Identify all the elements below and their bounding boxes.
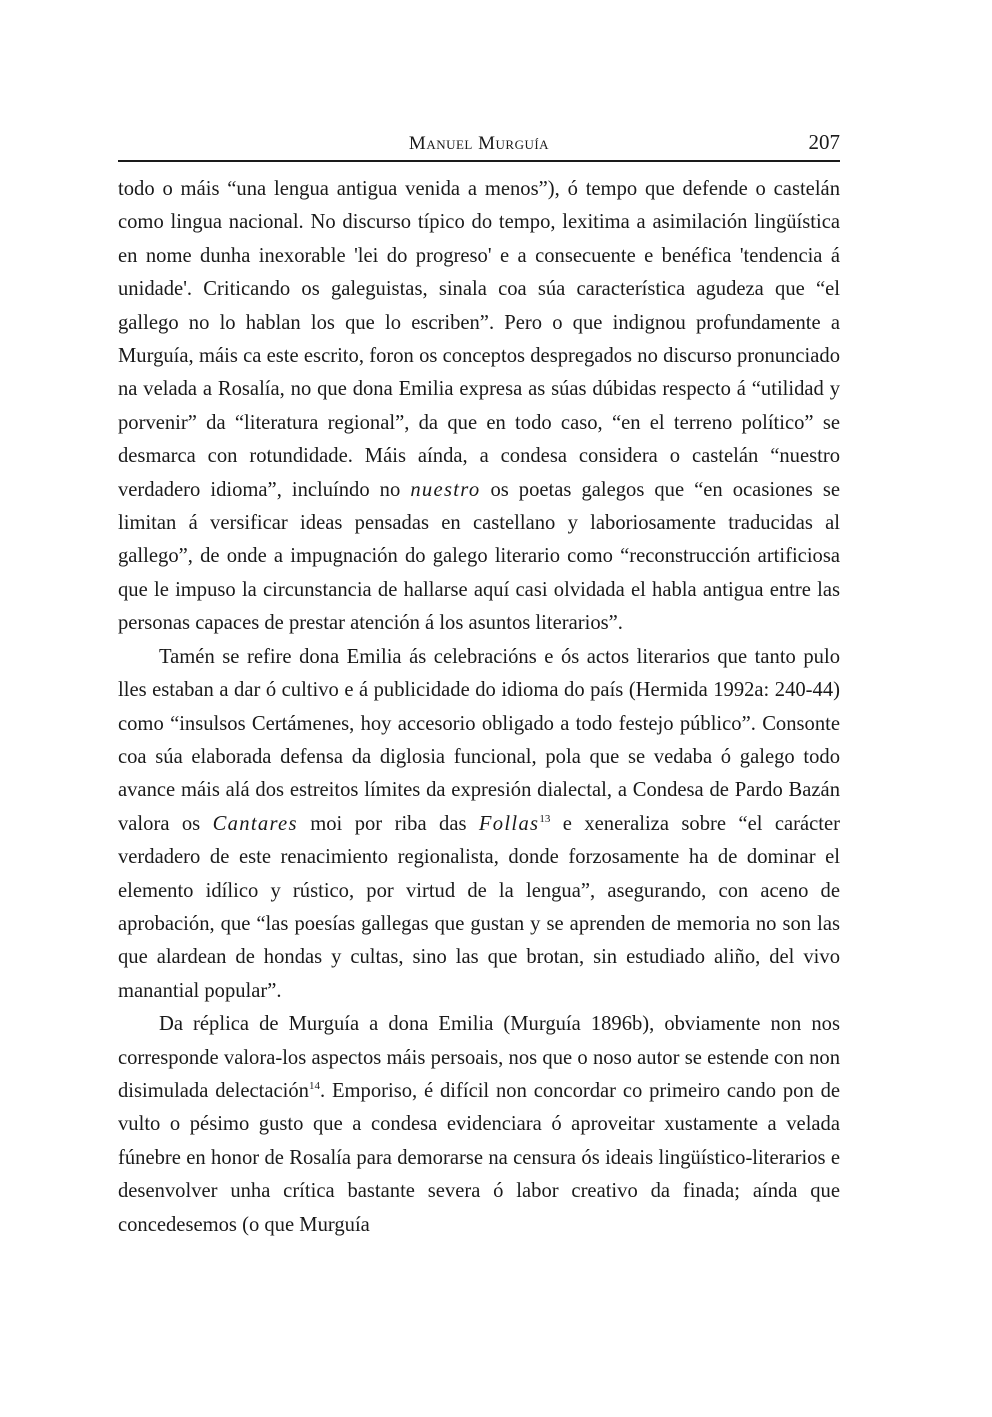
text-run: e xeneraliza sobre “el carácter verdadero de este renacimiento regionalista, donde forzosamente ha de dominar el elemento idílico y rústico, por virtud de la lengua”, asegurando, con aceno de aprobación, que “las poesías gallegas que gustan y se aprenden de memoria no son las que alardean de hondas y cultas, sino las que brotan, sin estudiado aliño, del vivo manantial popular”. <box>118 812 841 1002</box>
text-run: Tamén se refire dona Emilia ás celebracións e ós actos literarios que tanto pulo lles estaban a dar ó cultivo e á publicidade do idioma do país (Hermida 1992a: 240-44) como “insulsos Certámenes, hoy accesorio obligado a todo festejo público”. Consonte coa súa elaborada defensa da diglosia funcional, pola que se vedaba ó galego todo avance máis alá dos estreitos límites da expresión dialectal, a Condesa de Pardo Bazán valora os <box>118 645 840 835</box>
paragraph-3 <box>118 1008 840 1242</box>
footnote-marker-13: 13 <box>539 812 551 825</box>
running-head-author: Manuel Murguía <box>408 133 550 154</box>
italic-term-nuestro: nuestro <box>410 478 481 501</box>
paragraph-2 <box>118 641 840 1008</box>
italic-title-follas: Follas <box>478 812 540 835</box>
paragraph-1 <box>118 173 840 641</box>
body-text <box>118 173 840 1242</box>
page-number: 207 <box>808 130 840 154</box>
text-run: Da réplica de Murguía a dona Emilia (Murguía 1896b), obviamente non nos corresponde valora-los aspectos máis persoais, nos que o noso autor se estende con non disimulada delectación <box>118 1013 840 1102</box>
text-run: moi por riba das <box>297 812 479 835</box>
text-run: os poetas galegos que “en ocasiones se limitan á versificar ideas pensadas en castellano y laboriosamente traducidas al gallego”, de onde a impugnación do galego literario como “reconstrucción artificiosa que le impuso la circunstancia de hallarse aquí casi olvidada el habla antigua entre las personas capaces de prestar atención á los asuntos literarios”. <box>118 478 840 635</box>
running-header <box>118 128 840 162</box>
footnote-marker-14: 14 <box>308 1080 320 1093</box>
text-run: . Emporiso, é difícil non concordar co primeiro cando pon de vulto o pésimo gusto que a condesa evidenciara ó aproveitar xustamente a velada fúnebre en honor de Rosalía para demorarse na censura ós ideais lingüístico-literarios e desenvolver unha crítica bastante severa ó labor creativo da finada; aínda que concedesemos (o que Murguía <box>118 1079 841 1236</box>
italic-title-cantares: Cantares <box>212 812 298 835</box>
text-run: todo o máis “una lengua antigua venida a menos”), ó tempo que defende o castelán como lingua nacional. No discurso típico do tempo, lexitima a asimilación lingüística en nome dunha inexorable 'lei do progreso' e a consecuente e benéfica 'tendencia á unidade'. Criticando os galeguistas, sinala coa súa característica agudeza que “el gallego no lo hablan los que lo escriben”. Pero o que indignou profundamente a Murguía, máis ca este escrito, foron os conceptos despregados no discurso pronunciado na velada a Rosalía, no que dona Emilia expresa as súas dúbidas respecto á “utilidad y porvenir” da “literatura regional”, da que en todo caso, “en el terreno político” se desmarca con rotundidade. Máis aínda, a condesa considera o castelán “nuestro verdadero idioma”, incluíndo no <box>118 178 840 501</box>
